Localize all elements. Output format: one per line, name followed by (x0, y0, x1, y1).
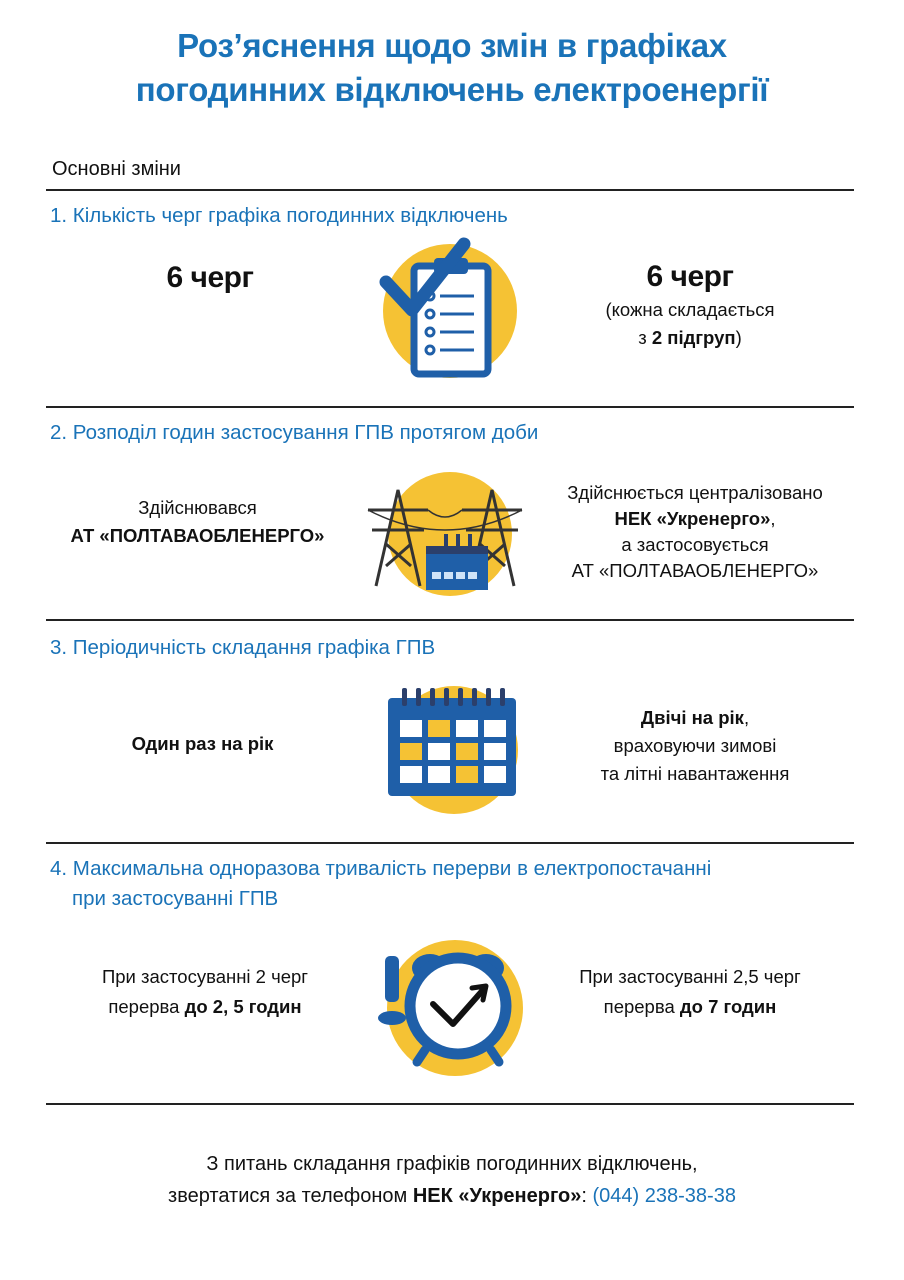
section-2-right-line3: а застосовується (621, 534, 769, 555)
footer-colon: : (581, 1185, 593, 1207)
section-4-left-line2 (70, 992, 340, 1022)
section-1-right-line3 (565, 324, 815, 352)
footer (0, 1148, 904, 1212)
footer-line1: З питань складання графіків погодинних відключень, (206, 1153, 698, 1175)
page-title-line2: погодинних відключень електроенергії (135, 71, 769, 108)
divider (46, 1103, 854, 1105)
section-2-right-line2-bold: НЕК «Укренерго» (614, 508, 771, 529)
footer-line2 (0, 1180, 904, 1212)
section-3-right-line1-bold: Двічі на рік (640, 707, 744, 728)
section-2-right-line2-suffix: , (770, 508, 776, 529)
section-3-right-line1 (565, 704, 825, 732)
section-2-right (555, 480, 835, 584)
divider (46, 189, 854, 191)
section-1-right-line3-bold: 2 підгруп (651, 327, 736, 348)
section-4-right-line1: При застосуванні 2,5 черг (579, 966, 801, 987)
section-4-title-line2: при застосуванні ГПВ (72, 887, 279, 910)
section-4-right-line2-prefix: перерва (603, 996, 680, 1017)
section-2-left (70, 494, 325, 550)
page-title-line1: Роз’яснення щодо змін в графіках (177, 27, 727, 64)
calendar-icon (380, 682, 525, 822)
alarm-clock-icon (355, 928, 530, 1078)
page-title (0, 24, 904, 112)
section-3-right-line2: враховуючи зимові (613, 735, 777, 756)
section-2-left-line1: Здійснювався (138, 497, 257, 518)
subheading: Основні зміни (52, 158, 181, 180)
section-4-left-line2-prefix: перерва (108, 996, 185, 1017)
section-3-title: 3. Періодичність складання графіка ГПВ (50, 636, 436, 659)
section-2-right-line2 (555, 506, 835, 532)
section-4-title (50, 854, 711, 914)
section-1-right-line3-prefix: з (638, 327, 652, 348)
section-1-right-line3-suffix: ) (735, 327, 742, 348)
divider (46, 406, 854, 408)
section-2-title: 2. Розподіл годин застосування ГПВ протягом доби (50, 421, 539, 444)
section-4-right-line2 (555, 992, 825, 1022)
section-1-title: 1. Кількість черг графіка погодинних відключень (50, 204, 508, 227)
section-1-right (565, 258, 815, 352)
power-lines-icon (360, 462, 530, 602)
clipboard-check-icon (372, 236, 522, 382)
section-3-right-line3: та літні навантаження (600, 763, 790, 784)
section-1-left-value: 6 черг (166, 261, 254, 294)
divider (46, 619, 854, 621)
section-2-right-line1: Здійснюється централізовано (567, 482, 823, 503)
section-1-right-headline: 6 черг (646, 260, 734, 293)
section-1-right-line2: (кожна складається (605, 299, 775, 320)
section-4-left-line1: При застосуванні 2 черг (101, 966, 309, 987)
section-3-right-line1-suffix: , (743, 707, 750, 728)
section-3-right (565, 704, 825, 788)
section-2-right-line4: АТ «ПОЛТАВАОБЛЕНЕРГО» (571, 560, 819, 581)
footer-line2-prefix: звертатися за телефоном (168, 1185, 413, 1207)
section-4-right (555, 962, 825, 1022)
section-4-left (70, 962, 340, 1022)
section-4-title-line1: 4. Максимальна одноразова тривалість перерви в електропостачанні (50, 857, 712, 880)
footer-organization: НЕК «Укренерго» (412, 1185, 582, 1207)
section-2-left-line2: АТ «ПОЛТАВАОБЛЕНЕРГО» (70, 525, 325, 546)
section-4-right-line2-bold: до 7 годин (679, 996, 777, 1017)
section-3-left-value: Один раз на рік (131, 733, 274, 754)
divider (46, 842, 854, 844)
phone-number[interactable]: (044) 238-38-38 (592, 1185, 736, 1207)
section-4-left-line2-bold: до 2, 5 годин (184, 996, 302, 1017)
